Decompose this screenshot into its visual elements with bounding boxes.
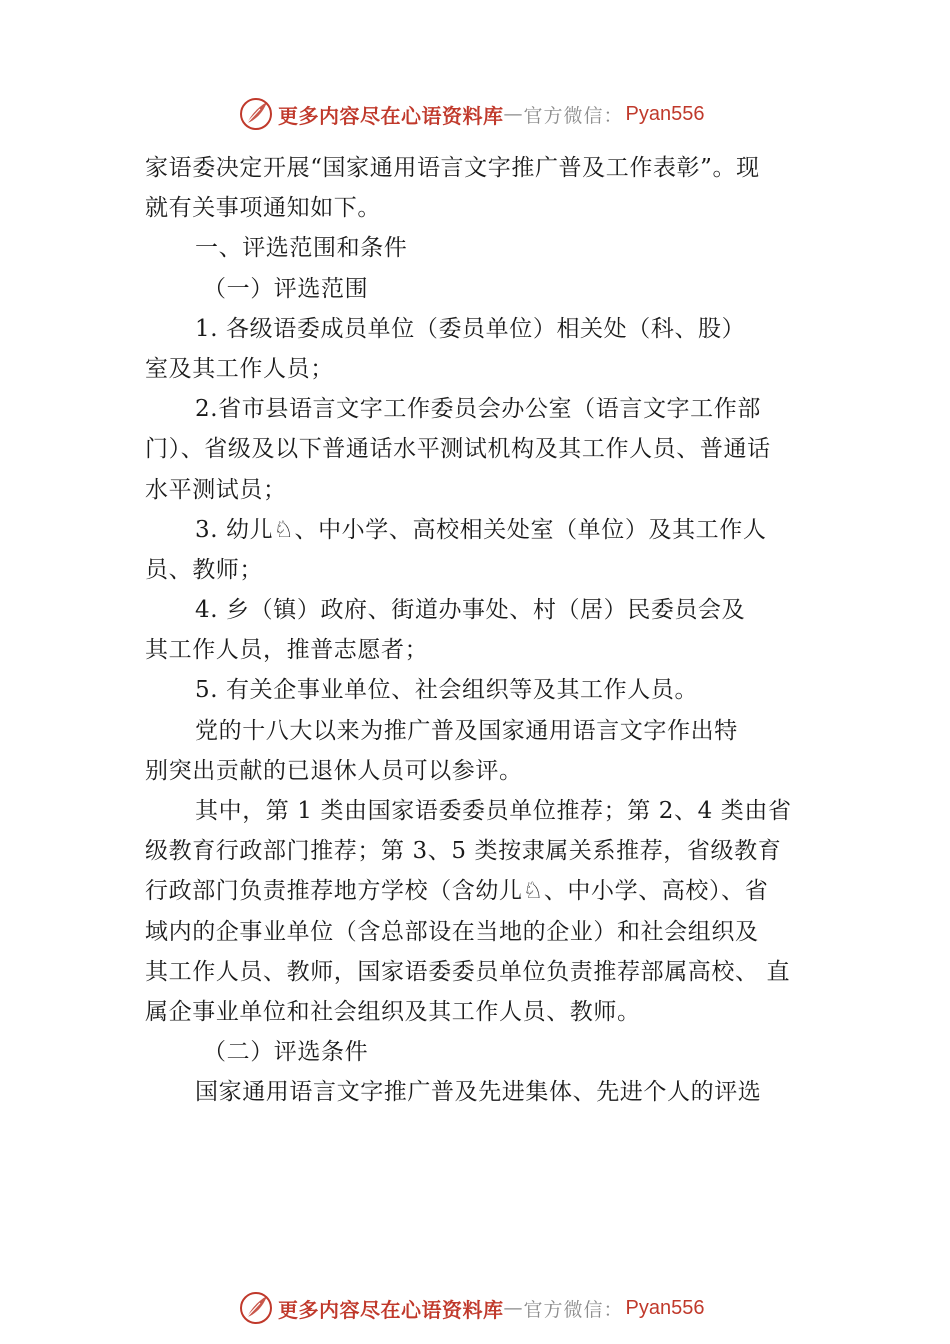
watermark-wechat-label: 官方微信：: [523, 1298, 624, 1321]
watermark-wechat-id: Pyan556: [625, 102, 705, 125]
body-line: 室及其工作人员；: [145, 355, 334, 382]
body-line: 1. 各级语委成员单位（委员单位）相关处（科、股）: [195, 315, 746, 342]
body-line: 其中，第 1 类由国家语委委员单位推荐；第 2、4 类由省: [195, 798, 792, 824]
watermark-wechat-label: 官方微信：: [523, 104, 624, 127]
body-line: 其工作人员、教师，国家语委委员单位负责推荐部属高校、 直: [145, 958, 791, 985]
body-line: 党的十八大以来为推广普及国家通用语言文字作出特: [195, 717, 738, 744]
body-line: 员、教师；: [145, 556, 263, 583]
body-line: 域内的企事业单位（含总部设在当地的企业）和社会组织及: [145, 918, 759, 945]
body-line: 5. 有关企事业单位、社会组织等及其工作人员。: [195, 677, 699, 704]
watermark-wechat-id: Pyan556: [625, 1296, 705, 1319]
subsection-heading: （二）评选条件: [203, 1039, 369, 1066]
body-line: 其工作人员，推普志愿者；: [145, 637, 429, 664]
body-line: 属企事业单位和社会组织及其工作人员、教师。: [145, 998, 641, 1025]
subsection-heading: （一）评选范围: [203, 275, 369, 302]
body-line: 就有关事项通知如下。: [145, 195, 381, 222]
body-line: 3. 幼儿♘、中小学、高校相关处室（单位）及其工作人: [195, 516, 767, 543]
body-line: 4. 乡（镇）政府、街道办事处、村（居）民委员会及: [195, 597, 746, 624]
body-line: 行政部门负责推荐地方学校（含幼儿♘、中小学、高校）、省: [145, 878, 769, 905]
section-heading: 一、评选范围和条件: [195, 235, 408, 262]
watermark-dash: —: [503, 103, 524, 125]
header-watermark: [238, 94, 704, 134]
watermark-dash: —: [503, 1297, 524, 1319]
body-line: 水平测试员；: [145, 476, 287, 503]
body-line: 2.省市县语言文字工作委员会办公室（语言文字工作部: [195, 396, 761, 423]
watermark-site-text: 更多内容尽在心语资料库: [278, 103, 504, 128]
body-line: 别突出贡献的已退休人员可以参评。: [145, 757, 523, 784]
body-line: 级教育行政部门推荐；第 3、5 类按隶属关系推荐，省级教育: [145, 838, 782, 865]
footer-watermark: [238, 1288, 704, 1328]
watermark-site-text: 更多内容尽在心语资料库: [278, 1297, 504, 1322]
feather-pen-logo-icon: [238, 1290, 274, 1326]
body-line: 门）、省级及以下普通话水平测试机构及其工作人员、普通话: [145, 436, 771, 463]
body-line: 家语委决定开展“国家通用语言文字推广普及工作表彰”。现: [145, 155, 760, 181]
document-body: [145, 148, 825, 1113]
feather-pen-logo-icon: [238, 96, 274, 132]
body-line: 国家通用语言文字推广普及先进集体、先进个人的评选: [195, 1079, 762, 1106]
